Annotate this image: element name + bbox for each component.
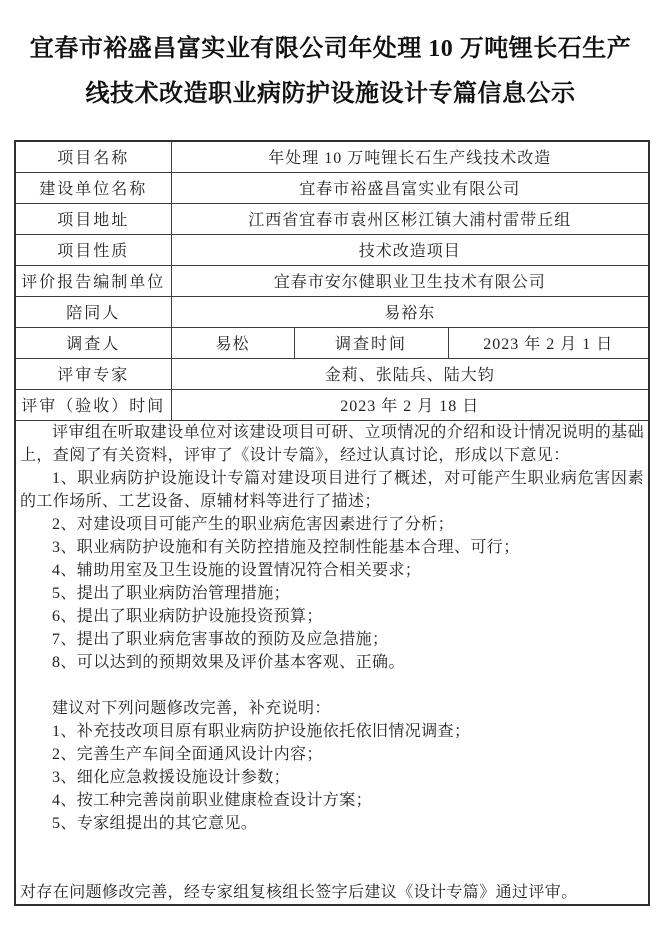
investigation-time-value: 2023 年 2 月 1 日 [448,327,649,358]
opinion-paragraph: 1、职业病防护设施设计专篇对建设项目进行了概述，对可能产生职业病危害因素的工作场所、工艺设备、原辅材料等进行了描述； [20,469,645,510]
opinion-paragraph: 5、提出了职业病防治管理措施； [52,584,291,602]
opinion-paragraph: 3、职业病防护设施和有关防控措施及控制性能基本合理、可行； [52,538,520,556]
review-experts-value: 金莉、张陆兵、陆大钧 [171,358,649,389]
project-address-label: 项目地址 [15,203,171,234]
project-nature-label: 项目性质 [15,234,171,265]
construction-unit-value: 宜春市裕盛昌富实业有限公司 [171,172,649,203]
opinion-paragraph: 3、细化应急救援设施设计参数； [52,768,291,786]
opinion-blank-line [20,674,644,697]
review-opinion-cell [15,420,649,905]
row-project-address [15,203,649,234]
page-title-line-2: 线技术改造职业病防护设施设计专篇信息公示 [85,81,576,107]
project-name-value: 年处理 10 万吨锂长石生产线技术改造 [171,141,649,172]
project-address-value: 江西省宜春市袁州区彬江镇大浦村雷带丘组 [171,203,649,234]
opinion-paragraph: 2、完善生产车间全面通风设计内容； [52,745,323,763]
row-review-experts [15,358,649,389]
opinion-blank-line [20,835,644,858]
opinion-paragraph: 1、补充技改项目原有职业病防护设施依托依旧情况调查； [52,722,471,740]
row-report-compiler [15,265,649,296]
page-title-line-1: 宜春市裕盛昌富实业有限公司年处理 10 万吨锂长石生产 [29,36,632,62]
row-review-time [15,389,649,420]
report-compiler-label: 评价报告编制单位 [15,265,171,296]
investigator-label: 调查人 [15,327,171,358]
opinion-paragraph: 4、按工种完善岗前职业健康检查设计方案； [52,791,373,809]
row-investigator [15,327,649,358]
accompanying-person-value: 易裕东 [171,296,649,327]
opinion-conclusion: 对存在问题修改完善，经专家组复核组长签字后建议《设计专篇》通过评审。 [20,883,578,901]
opinion-paragraph: 7、提出了职业病危害事故的预防及应急措施； [52,630,389,648]
project-nature-value: 技术改造项目 [171,234,649,265]
row-review-opinion [15,420,649,905]
report-compiler-value: 宜春市安尔健职业卫生技术有限公司 [171,265,649,296]
investigation-time-label: 调查时间 [294,327,448,358]
investigator-value: 易松 [171,327,294,358]
accompanying-person-label: 陪同人 [15,296,171,327]
review-experts-label: 评审专家 [15,358,171,389]
project-name-label: 项目名称 [15,141,171,172]
page-title [0,0,661,117]
construction-unit-label: 建设单位名称 [15,172,171,203]
row-construction-unit [15,172,649,203]
review-time-value: 2023 年 2 月 18 日 [171,389,649,420]
row-project-name [15,141,649,172]
opinion-paragraph: 建议对下列问题修改完善，补充说明： [52,699,331,717]
opinion-paragraph: 5、专家组提出的其它意见。 [52,814,258,832]
review-time-label: 评审（验收）时间 [15,389,171,420]
opinion-paragraph: 6、提出了职业病防护设施投资预算； [52,607,323,625]
opinion-paragraph: 评审组在听取建设单位对该建设项目可研、立项情况的介绍和设计情况说明的基础上，查阅了有关资料，评审了《设计专篇》，经过认真讨论，形成以下意见： [20,423,645,464]
row-project-nature [15,234,649,265]
opinion-paragraph: 2、对建设项目可能产生的职业病危害因素进行了分析； [52,515,455,533]
opinion-paragraph: 4、辅助用室及卫生设施的设置情况符合相关要求； [52,561,422,579]
opinion-paragraph: 8、可以达到的预期效果及评价基本客观、正确。 [52,653,405,671]
opinion-blank-line [20,858,644,881]
row-accompanying-person [15,296,649,327]
project-info-table [14,140,650,906]
